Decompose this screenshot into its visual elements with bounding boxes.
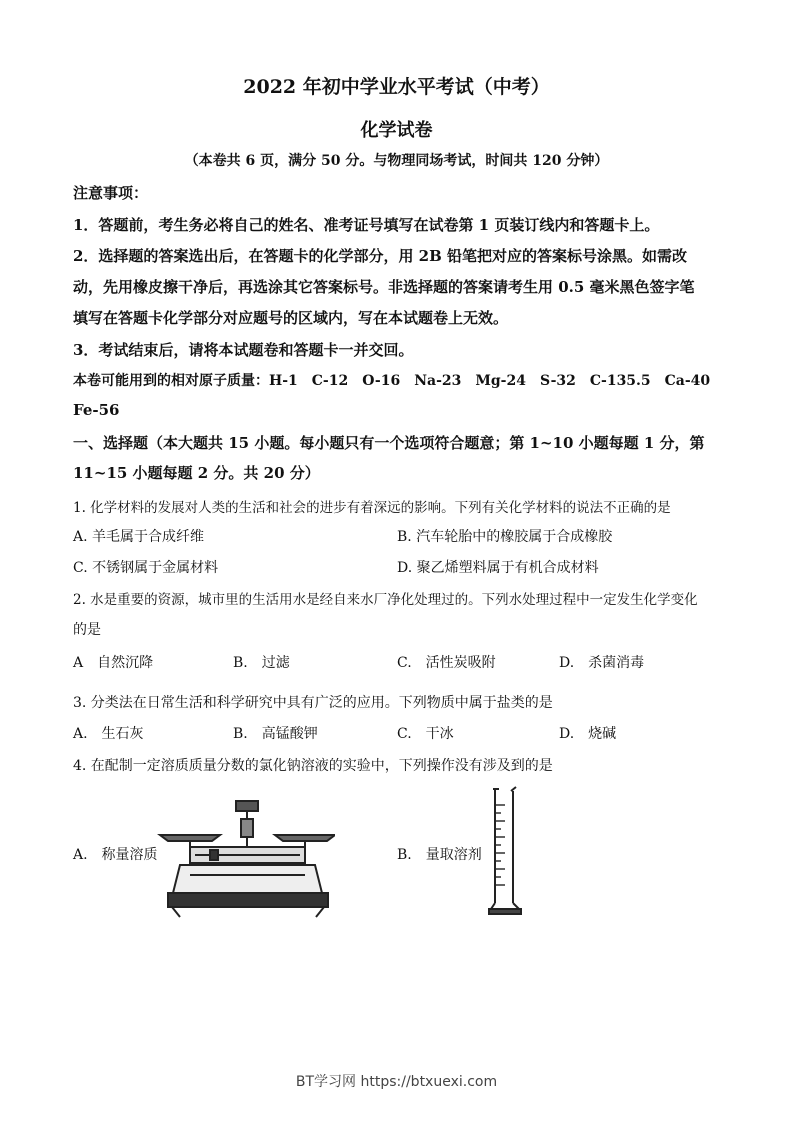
question-3-option-d: D. 烧碱 <box>559 726 617 742</box>
graduated-cylinder-illustration <box>485 785 530 920</box>
section-heading-line-1: 一、选择题（本大题共 15 小题。每小题只有一个选项符合题意；第 1~10 小题每题 1 分，第 <box>73 434 705 452</box>
instruction-item-2-line-2: 动，先用橡皮擦干净后，再选涂其它答案标号。非选择题的答案请考生用 0.5 毫米黑色签字笔 <box>73 278 695 296</box>
question-2-stem-line-1: 2. 水是重要的资源，城市里的生活用水是经自来水厂净化处理过的。下列水处理过程中一定发生化学变化 <box>73 592 698 608</box>
instruction-item-3: 3．考试结束后，请将本试题卷和答题卡一并交回。 <box>73 341 414 359</box>
exam-note: （本卷共 6 页，满分 50 分。与物理同场考试，时间共 120 分钟） <box>184 153 609 169</box>
section-heading-line-2: 11~15 小题每题 2 分。共 20 分） <box>73 464 320 482</box>
question-3-option-c: C. 干冰 <box>397 726 454 742</box>
question-4-option-a: A. 称量溶质 <box>73 847 158 863</box>
question-1-option-b: B. 汽车轮胎中的橡胶属于合成橡胶 <box>397 529 613 545</box>
instruction-item-2-line-3: 填写在答题卡化学部分对应题号的区域内，写在本试题卷上无效。 <box>73 309 509 327</box>
instructions-heading: 注意事项： <box>73 184 149 202</box>
question-2-stem-line-2: 的是 <box>73 622 101 638</box>
instruction-item-2-line-1: 2．选择题的答案选出后，在答题卡的化学部分，用 2B 铅笔把对应的答案标号涂黑。如需改 <box>73 247 688 265</box>
question-1-option-a: A. 羊毛属于合成纤维 <box>73 529 205 545</box>
question-2-option-d: D. 杀菌消毒 <box>559 655 645 671</box>
question-2-option-c: C. 活性炭吸附 <box>397 655 496 671</box>
balance-scale-illustration <box>150 795 335 920</box>
question-3-option-b: B. 高锰酸钾 <box>233 726 318 742</box>
question-3-stem: 3. 分类法在日常生活和科学研究中具有广泛的应用。下列物质中属于盐类的是 <box>73 695 553 711</box>
question-1-option-c: C. 不锈钢属于金属材料 <box>73 560 219 576</box>
atomic-mass-line-1: 本卷可能用到的相对原子质量：H-1 C-12 O-16 Na-23 Mg-24 S-32 C-135.5 Ca-40 <box>73 373 711 389</box>
footer-watermark: BT学习网 https://btxuexi.com <box>295 1074 498 1090</box>
question-1-option-d: D. 聚乙烯塑料属于有机合成材料 <box>397 560 599 576</box>
subject-title: 化学试卷 <box>360 120 433 141</box>
instruction-item-1: 1．答题前，考生务必将自己的姓名、准考证号填写在试卷第 1 页装订线内和答题卡上。 <box>73 216 660 234</box>
question-4-stem: 4. 在配制一定溶质质量分数的氯化钠溶液的实验中，下列操作没有涉及到的是 <box>73 758 553 774</box>
exam-title: 2022 年初中学业水平考试（中考） <box>243 76 550 98</box>
question-2-option-a: A 自然沉降 <box>73 655 154 671</box>
atomic-mass-line-2: Fe-56 <box>73 401 120 419</box>
question-1-stem: 1. 化学材料的发展对人类的生活和社会的进步有着深远的影响。下列有关化学材料的说法不正确的是 <box>73 500 671 516</box>
question-4-option-b: B. 量取溶剂 <box>397 847 482 863</box>
question-3-option-a: A. 生石灰 <box>73 726 144 742</box>
question-2-option-b: B. 过滤 <box>233 655 290 671</box>
